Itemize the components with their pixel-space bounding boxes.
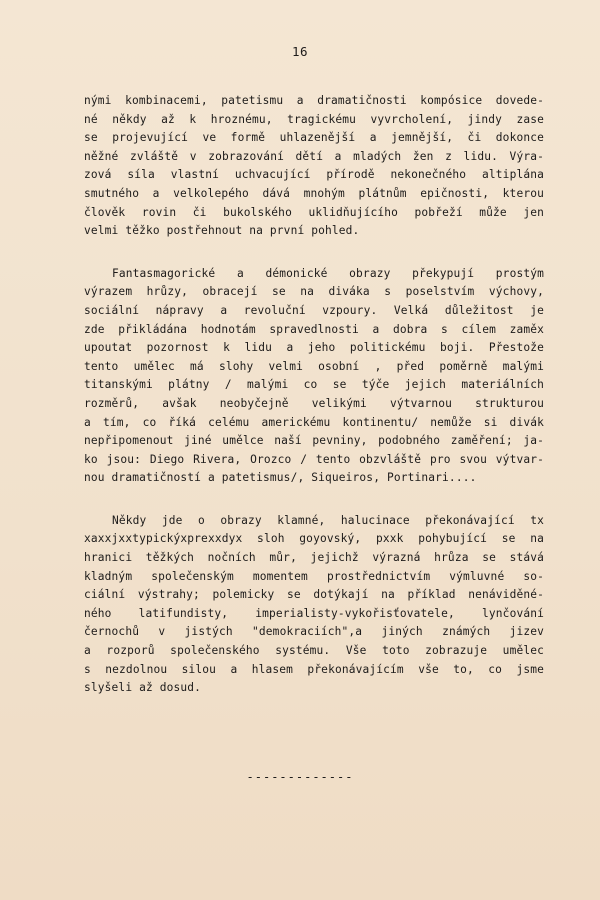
separator-line: ------------- <box>246 770 354 784</box>
text-line: hranici těžkých nočních můr, jejichž výrazná hrůza se stává <box>84 551 544 565</box>
text-line: se projevující ve formě uhlazenější a jemnější, či dokonce <box>84 131 544 145</box>
text-line: tento umělec má slohy velmi osobní , před poměrně malými <box>84 359 544 373</box>
text-line: s nezdolnou silou a hlasem překonávajícím vše to, co jsme <box>84 662 544 676</box>
text-line: xaxxjxxtypickýxprexxdyx sloh goyovský, pxxk pohybující se na <box>84 532 544 546</box>
text-line: smutného a velkolepého dává mnohým plátnům epičnosti, kterou <box>84 186 544 200</box>
text-line: Fantasmagorické a démonické obrazy překypují prostým <box>112 266 544 280</box>
text-line: zová síla vlastní uchvacující přírodě nekonečného altiplána <box>84 168 544 182</box>
text-line: kladným společenským momentem prostřednictvím výmluvné so- <box>84 569 544 583</box>
text-line: velmi těžko postřehnout na první pohled. <box>84 224 360 238</box>
text-line: sociální nápravy a revoluční vzpoury. Velká důležitost je <box>84 303 544 317</box>
text-line: né někdy až k hroznému, tragickému vyvrcholení, jindy zase <box>84 112 544 126</box>
text-line: upoutat pozornost k lidu a jeho politickému boji. Přestože <box>84 341 544 355</box>
text-line: slyšeli až dosud. <box>84 681 202 695</box>
text-line: výrazem hrůzy, obracejí se na diváka s poselstvím výchovy, <box>84 285 544 299</box>
text-line: zde přikládána hodnotám spravedlnosti a dobra s cílem zaměx <box>84 322 544 336</box>
document-body <box>84 92 544 722</box>
text-line: ciální výstrahy; polemicky se dotýkají na příklad nenáviděné- <box>84 588 544 602</box>
text-line: a rozporů společenského systému. Vše toto zobrazuje umělec <box>84 644 544 658</box>
text-line: ko jsou: Diego Rivera, Orozco / tento obzvláště pro svou výtvar- <box>84 452 544 466</box>
paragraph-3 <box>84 512 544 698</box>
paragraph-2 <box>84 265 544 488</box>
text-line: nými kombinacemi, patetismu a dramatičnosti kompósice dovede- <box>84 94 544 107</box>
page-number: 16 <box>291 44 309 59</box>
text-line: nepřipomenout jiné umělce naší pevniny, podobného zaměření; ja- <box>84 434 544 448</box>
text-line: rozměrů, avšak neobyčejně velikými výtvarnou strukturou <box>84 396 544 410</box>
text-line: černochů v jistých "demokraciích",a jiných známých jizev <box>84 625 544 639</box>
text-line: něžné zvláště v zobrazování dětí a mladých žen z lidu. Výra- <box>84 149 544 163</box>
text-line: nou dramatičností a patetismus/, Siqueiros, Portinari.... <box>84 471 477 485</box>
paragraph-1 <box>84 92 544 241</box>
text-line: titanskými plátny / malými co se týče jejich materiálních <box>84 378 544 392</box>
text-line: člověk rovin či bukolského uklidňujícího pobřeží může jen <box>84 205 544 219</box>
text-line: Někdy jde o obrazy klamné, halucinace překonávající tx <box>112 513 544 527</box>
text-line: ného latifundisty, imperialisty-vykořisťovatele, lynčování <box>84 606 544 620</box>
text-line: a tím, co říká celému americkému kontinentu/ nemůže si divák <box>84 415 544 429</box>
